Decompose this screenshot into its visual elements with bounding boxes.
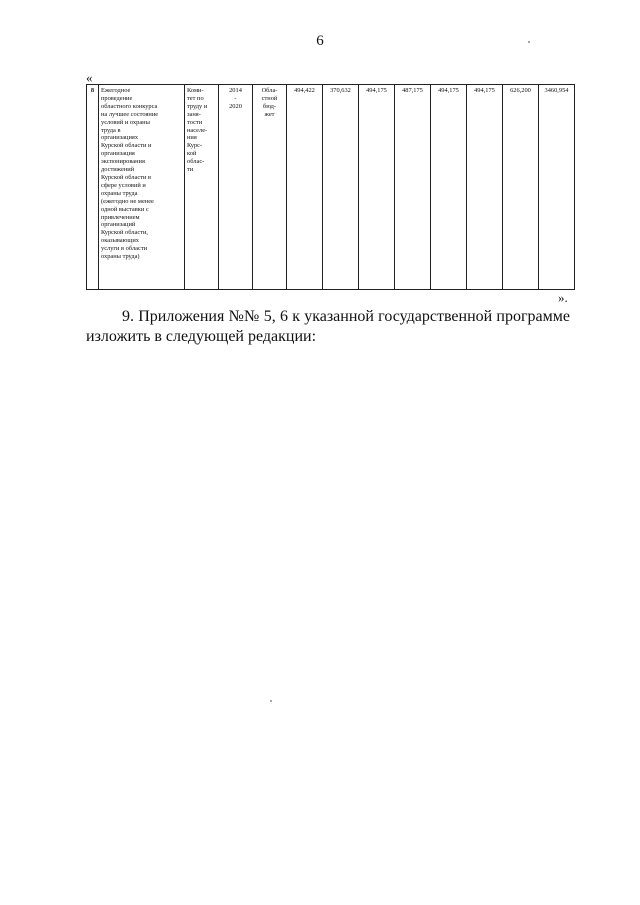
value-cell: 370,632 xyxy=(323,85,359,290)
executor-cell: Коми- тет по труду и заня- тости населе- ния Курс- кой облас- ти xyxy=(185,85,219,290)
value-cell: 494,175 xyxy=(467,85,503,290)
scan-speck xyxy=(528,41,530,43)
closing-quote: ». xyxy=(558,290,568,305)
row-number-cell: 8 xyxy=(87,85,99,290)
program-measures-table xyxy=(86,84,575,290)
total-value-cell: 3460,954 xyxy=(539,85,575,290)
page-number: 6 xyxy=(316,33,324,49)
funding-source-cell: Обла- стной бюд- жет xyxy=(253,85,287,290)
period-cell: 2014 - 2020 xyxy=(219,85,253,290)
value-cell: 494,175 xyxy=(431,85,467,290)
value-cell: 494,422 xyxy=(287,85,323,290)
value-cell: 487,175 xyxy=(395,85,431,290)
value-cell: 626,200 xyxy=(503,85,539,290)
table-row xyxy=(87,85,575,290)
amendment-paragraph xyxy=(86,307,570,347)
scan-speck xyxy=(270,700,272,702)
amendment-text: 9. Приложения №№ 5, 6 к указанной государственной программе изложить в следующей редакции: xyxy=(86,308,570,345)
value-cell: 494,175 xyxy=(359,85,395,290)
measure-description-cell: Ежегодное проведение областного конкурса на лучшее состояние условий и охраны труда в организациях Курской области и организация экспонирования достижений Курской области в сфере условий и охраны труда (ежегодно не менее одной выставки с привлечением организаций Курской области, оказывающих услуги в области охраны труда) xyxy=(99,85,185,290)
opening-quote: « xyxy=(86,70,93,85)
